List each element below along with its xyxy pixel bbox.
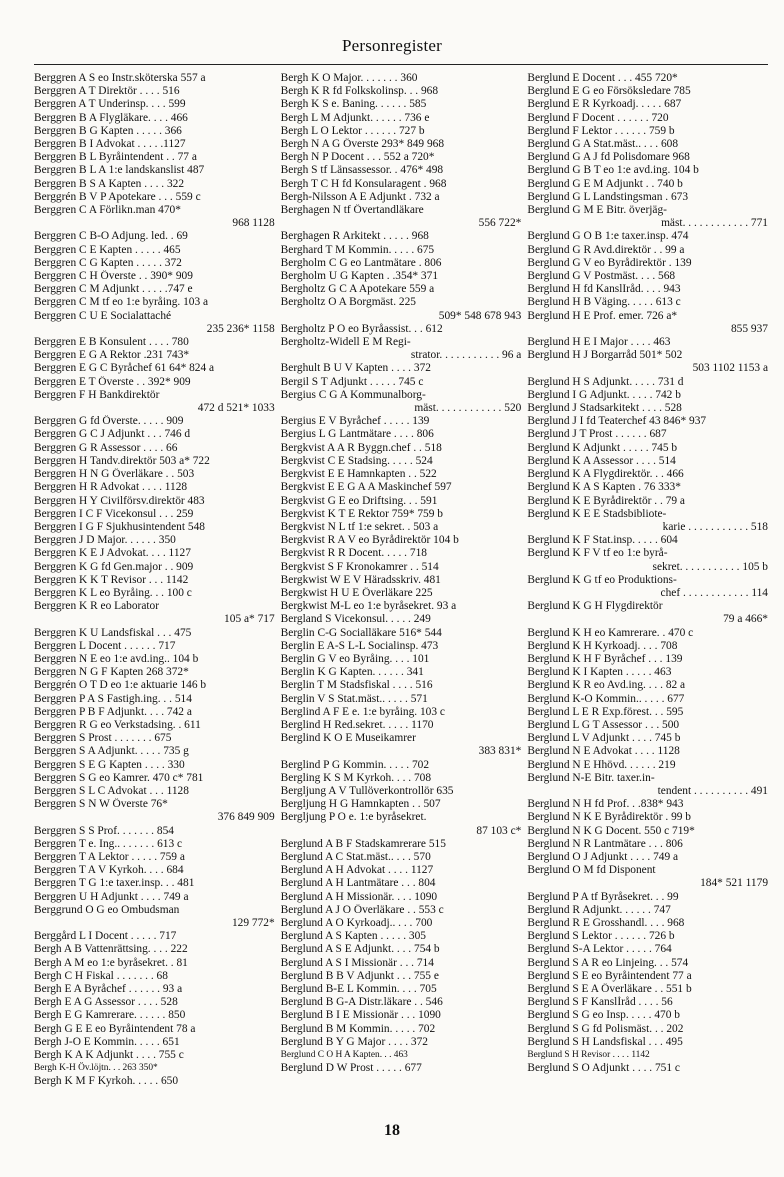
register-entry: Bergkvist R R Docent. . . . . 718 [280,547,427,560]
register-entry: Bergh J-O E Kommin. . . . . 651 [34,1035,180,1048]
register-entry: Bergh E G Kamrerare. . . . . . 850 [34,1009,186,1022]
register-entry: Berggren J D Major. . . . . . 350 [34,534,176,547]
register-entry: 503 1102 1153 a [692,362,769,375]
register-entry: Berglund K-O Kommin.. . . . . 677 [527,692,685,705]
register-entry: Berggren K G fd Gen.major . . 909 [34,560,194,573]
register-entry: Bergkvist E E G A A Maskinchef 597 [280,481,452,494]
register-entry: Berglund A J O Överläkare . . 553 c [280,903,444,916]
register-column-middle [281,72,522,1102]
register-entry: Berglund A S E Adjunkt. . . . 754 b [280,943,440,956]
header-rule [34,64,768,65]
register-entry: Berggren C H Överste . . 390* 909 [34,270,193,283]
register-entry: Bergh A M eo 1:e byråsekret. . 81 [34,956,188,969]
register-entry: Berglund H fd KanslIråd. . . . 943 [527,283,681,296]
register-entry: Berglund G R Avd.direktör . . 99 a [527,243,685,256]
register-entry: Berglund K R eo Avd.ing. . . . 82 a [527,679,686,692]
register-entry: Berggren N G F Kapten 268 372* [34,666,189,679]
register-entry: Bergh-Nilsson A E Adjunkt . 732 a [280,190,440,203]
register-entry: Bergholtz-Widell E M Regi- [280,336,411,349]
register-entry: Berglund N-E Bitr. taxer.in- [527,771,655,784]
register-entry: Bergkvist R A V eo Byrådirektör 104 b [280,534,459,547]
register-entry: Berghagen R Arkitekt . . . . . 968 [280,230,429,243]
register-entry: Bergkwist W E V Häradsskriv. 481 [280,573,441,586]
register-entry: Bergh K A K Adjunkt . . . . 755 c [34,1049,184,1062]
register-entry: Berggren F H Bankdirektör [34,388,160,401]
register-entry: Bergholtz G C A Apotekare 559 a [280,283,435,296]
register-entry: Bergkvist A A R Byggn.chef . . 518 [280,441,442,454]
register-entry: Berghult B U V Kapten . . . . 372 [280,362,431,375]
register-entry: Berggren T A Lektor . . . . . 759 a [34,850,185,863]
register-entry: Berglund I G Adjunkt. . . . . 742 b [527,388,681,401]
register-entry: Berggrén B V P Apotekare . . . 559 c [34,190,201,203]
register-entry: Berglund H S Adjunkt. . . . . 731 d [527,375,684,388]
register-entry: Berggren E T Överste . . 392* 909 [34,375,191,388]
register-entry: Berggren K K T Revisor . . . 1142 [34,573,189,586]
register-entry: Bergius C G A Kommunalborg- [280,388,426,401]
register-entry: Berggren T G 1:e taxer.insp. . . 481 [34,877,195,890]
register-entry: Berggren C E Kapten . . . . . 465 [34,243,181,256]
page-number: 18 [384,1122,400,1139]
register-entry: 968 1128 [232,217,275,230]
register-entry: Berglund F Lektor . . . . . . 759 b [527,124,675,137]
register-entry: Berggren B G Kapten . . . . . 366 [34,124,182,137]
register-entry: tendent . . . . . . . . . . 491 [657,784,769,797]
register-entry: Berglund E G eo Försöksledare 785 [527,85,691,98]
register-entry: Berggren I C F Vicekonsul . . . 259 [34,507,194,520]
register-entry: Berggren E G C Byråchef 61 64* 824 a [34,362,215,375]
register-entry: Berglund K E E Stadsbibliote- [527,507,667,520]
register-entry: Berglund G M E Bitr. överjäg- [527,204,667,217]
register-entry: Berggren S E G Kapten . . . . 330 [34,758,185,771]
register-entry: Berglund K H Kyrkoadj. . . . 708 [527,639,678,652]
register-entry: Bergh A B Vattenrättsing. . . . 222 [34,943,188,956]
register-entry: chef . . . . . . . . . . . . 114 [660,586,769,599]
register-entry: Berggren B L Byråintendent . . 77 a [34,151,197,164]
register-entry: 556 722* [478,217,522,230]
register-entry: 184* 521 1179 [700,877,769,890]
register-entry: Berggren C M Adjunkt . . . . .747 e [34,283,193,296]
register-entry: Berglin V S Stat.mäst.. . . . . 571 [280,692,428,705]
register-entry: Berglund N H fd Prof. . .838* 943 [527,798,684,811]
register-entry: Bergh T C H fd Konsularagent . 968 [280,177,447,190]
register-entry: Berglund N K G Docent. 550 c 719* [527,824,695,837]
register-entry: Berglind K O E Museikamrer [280,732,416,745]
register-entry: Bergh K O Major. . . . . . . 360 [280,72,418,84]
register-entry: Berggren K L eo Byråing. . . 100 c [34,586,192,599]
register-entry: Berggren B A Flygläkare. . . . 466 [34,111,188,124]
register-entry: Berggren K E J Advokat. . . . 1127 [34,547,191,560]
register-entry: Berglund S E eo Byråintendent 77 a [527,969,692,982]
register-entry: Bergljung H G Hamnkapten . . 507 [280,798,441,811]
register-entry: Berglund S F Kanslİråd . . . . 56 [527,996,673,1009]
register-entry: Berglund H J Borgarråd 501* 502 [527,349,683,362]
register-entry: 509* 548 678 943 [438,309,522,322]
register-entry: Berghard T M Kommin. . . . . 675 [280,243,435,256]
register-entry: Berglind H Red.sekret. . . . . 1170 [280,718,434,731]
register-entry: Bergljung P O e. 1:e byråsekret. [280,811,427,824]
register-entry: Bergling K S M Kyrkoh. . . . 708 [280,771,432,784]
register-entry: Berglund S-A Lektor . . . . . 764 [527,943,672,956]
register-entry: Berglund A O Kyrkoadj.. . . . 700 [280,917,433,929]
register-entry: Berglund G V Postmäst. . . . 568 [527,270,676,283]
register-entry: Bergljung A V Tullöverkontrollör 635 [280,784,454,797]
register-entry: Bergkvist K T E Rektor 759* 759 b [280,507,443,520]
register-entry: 79 a 466* [723,613,769,626]
register-entry: Bergh L M Adjunkt. . . . . . 736 e [280,111,430,124]
register-entry: Berggren K U Landsfiskal . . . 475 [34,626,192,639]
register-entry: Berglin G V eo Byråing. . . . 101 [280,652,430,665]
register-entry: Berglind P G Kommin. . . . . 702 [280,758,430,771]
register-entry: Berglund K H F Byråchef . . . 139 [527,652,683,665]
register-entry: Berglund S Lektor . . . . . . 726 b [527,930,675,943]
register-entry: Bergh S tf Länsassessor. . 476* 498 [280,164,444,177]
register-entry: 235 236* 1158 [206,322,275,335]
register-entry: Berglund K A Assessor . . . . 514 [527,454,676,467]
register-entry: Bergkwist H U E Överläkare 225 [280,586,433,599]
register-entry: 376 849 909 [217,811,275,824]
register-entry: Berglund G A Stat.mäst.. . . . 608 [527,138,679,151]
register-entry: Berggren S A Adjunkt. . . . . 735 g [34,745,189,758]
register-entry: Berglund P A tf Byråsekret. . . 99 [527,890,679,903]
register-entry: Berglund J T Prost . . . . . . 687 [527,428,667,441]
register-entry: Berglin E A-S L-L Socialinsp. 473 [280,639,439,652]
register-entry: Berggren S Prost . . . . . . . 675 [34,732,172,745]
register-entry: Berglund O M fd Disponent [527,864,656,877]
register-entry: Berggård L I Docent . . . . . 717 [34,930,177,943]
register-entry: Bergholm U G Kapten . .354* 371 [280,270,439,283]
register-entry: Berggren H R Advokat . . . . 1128 [34,481,188,494]
register-entry: mäst. . . . . . . . . . . . 520 [414,402,522,415]
register-entry: 105 a* 717 [224,613,275,626]
register-entry: Berggren T A V Kyrkoh. . . . 684 [34,864,184,877]
register-entry: Berglund B I E Missionär . . . 1090 [280,1009,441,1022]
register-entry: Berglund E Docent . . . 455 720* [527,72,678,84]
register-entry: Berglund H E Prof. emer. 726 a* [527,309,678,322]
register-entry: Berglund R Adjunkt. . . . . . 747 [527,903,671,916]
register-entry: 855 937 [730,322,769,335]
register-entry: Berglin K G Kapten. . . . . . 341 [280,666,424,679]
register-entry: Berglund G V eo Byrådirektör . 139 [527,256,692,269]
register-entry: Berglund J I fd Teaterchef 43 846* 937 [527,415,707,428]
register-entry: Berglund B M Kommin. . . . . 702 [280,1022,436,1035]
register-entry: Berglund A S I Missionär . . . 714 [280,956,434,969]
register-entry: karie . . . . . . . . . . . 518 [662,520,769,533]
register-entry: Berggren S S Prof. . . . . . . 854 [34,824,174,837]
register-entry: Berggren P B F Adjunkt. . . . 742 a [34,705,192,718]
register-entry: Berglind A F E e. 1:e byråing. 103 c [280,705,445,718]
register-entry: Berglund H E I Major . . . . 463 [527,336,671,349]
register-entry: Berglund A B F Stadskamrerare 515 [280,837,446,850]
register-entry: Bergil S T Adjunkt . . . . . 745 c [280,375,424,388]
register-entry: Bergius E V Byråchef . . . . . 139 [280,415,430,428]
register-entry: Berglund K I Kapten . . . . . 463 [527,666,672,679]
register-entry: Berggren E B Konsulent . . . . 780 [34,336,189,349]
register-entry: Berggren K R eo Laborator [34,600,160,613]
register-entry: Berglund G E M Adjunkt . . 740 b [527,177,683,190]
register-entry: Berggren S L C Advokat . . . 1128 [34,784,189,797]
register-entry: Bergh K R fd Folkskolinsp. . . 968 [280,85,439,98]
register-entry: Berglund S G eo Insp. . . . . 470 b [527,1009,680,1022]
register-entry: Berggren A T Underinsp. . . . 599 [34,98,186,111]
register-entry: Bergkvist E E Hamnkapten . . 522 [280,468,437,481]
register-entry: Berglund N K E Byrådirektör . 99 b [527,811,692,824]
register-entry: Berglund K F Stat.insp. . . . . 604 [527,534,678,547]
register-entry: Berglund A C Stat.mäst.. . . . 570 [280,850,431,863]
register-entry: Berglund N R Lantmätare . . . 806 [527,837,683,850]
register-entry: Berglund K E Byrådirektör . . 79 a [527,494,685,507]
register-entry: Berglund D W Prost . . . . . 677 [280,1062,422,1075]
register-entry: Berglund A H Advokat . . . . 1127 [280,864,434,877]
register-entry: Berglund J Stadsarkitekt . . . . 528 [527,402,682,415]
register-entry: Berggren H Tandv.direktör 503 a* 722 [34,454,210,467]
register-entry: Berggren B I Advokat . . . . .1127 [34,138,186,151]
register-entry: Bergh K S e. Baning. . . . . . 585 [280,98,427,111]
register-entry: Bergh K-H Öv.löjtn. . . 263 350* [34,1063,158,1074]
register-entry: Berglund K H eo Kamrerare. . 470 c [527,626,694,639]
register-entry: Berglund G O B 1:e taxer.insp. 474 [527,230,689,243]
register-columns [34,72,768,1102]
register-entry: Bergh E A G Assessor . . . . 528 [34,996,178,1009]
register-column-left [34,72,275,1102]
register-entry: Berglund R E Grosshandl. . . . 968 [527,917,685,929]
register-entry: Berglin C-G Socialläkare 516* 544 [280,626,442,639]
register-entry: Berggren U H Adjunkt . . . . 749 a [34,890,189,903]
register-entry: Berglin T M Stadsfiskal . . . . 516 [280,679,433,692]
register-entry: Berglund A S Kapten . . . . . 305 [280,930,427,943]
register-entry: 383 831* [478,745,522,758]
register-entry: Bergkvist N L tf 1:e sekret. . 503 a [280,520,439,533]
register-entry: Bergh N P Docent . . . 552 a 720* [280,151,435,164]
register-entry: Berglund C O H A Kapten. . . 463 [280,1050,408,1061]
register-entry: sekret. . . . . . . . . . . 105 b [652,560,769,573]
register-entry: mäst. . . . . . . . . . . . 771 [661,217,769,230]
register-entry: 87 103 c* [476,824,522,837]
register-entry: Berggren R G eo Verkstadsing. . 611 [34,718,201,731]
register-entry: Berglund S E A Överläkare . . 551 b [527,983,692,996]
register-entry: Berglund K Adjunkt . . . . . 745 b [527,441,678,454]
register-entry: Berglund O J Adjunkt . . . . 749 a [527,850,679,863]
register-entry: Berglund A H Missionär. . . . 1090 [280,890,438,903]
register-entry: Berghagen N tf Övertandläkare [280,204,424,217]
register-entry: Berglund S O Adjunkt . . . . 751 c [527,1062,680,1075]
register-entry: Berggren C A Förlikn.man 470* [34,204,181,217]
register-entry: Bergkvist S F Kronokamrer . . 514 [280,560,439,573]
register-entry: Bergh E A Byråchef . . . . . . 93 a [34,983,183,996]
register-entry: Bergkvist C E Stadsing. . . . . 524 [280,454,433,467]
register-entry: 472 d 521* 1033 [197,402,275,415]
register-entry: strator. . . . . . . . . . . 96 a [410,349,522,362]
register-entry: Berglund A H Lantmätare . . . 804 [280,877,436,890]
register-entry: Bergkvist G E eo Driftsing. . . 591 [280,494,438,507]
register-entry: Berglund B G-A Distr.läkare . . 546 [280,996,443,1009]
register-entry: Berglund S G fd Polismäst. . . 202 [527,1022,684,1035]
register-entry: Berglund B B V Adjunkt . . . 755 e [280,969,439,982]
register-entry: Berglund L V Adjunkt . . . . 745 b [527,732,681,745]
register-entry: Berglund G A J fd Polisdomare 968 [527,151,690,164]
register-entry: Bergh L O Lektor . . . . . . 727 b [280,124,425,137]
register-entry: Berggren G fd Överste. . . . . 909 [34,415,184,428]
register-entry: Berglund S H Landsfiskal . . . 495 [527,1035,683,1048]
register-entry: Berggren A T Direktör . . . . 516 [34,85,180,98]
register-entry: 129 772* [231,917,275,929]
register-entry: Berggren G R Assessor . . . . 66 [34,441,178,454]
register-entry: Berggren P A S Fastigh.ing. . . 514 [34,692,192,705]
register-entry: Berggren N E eo 1:e avd.ing.. 104 b [34,652,199,665]
page-title: Personregister [341,36,443,55]
register-entry: Berglund G L Landstingsman . 673 [527,190,689,203]
register-entry: Berggren G C J Adjunkt . . . 746 d [34,428,191,441]
register-entry: Bergkwist M-L eo 1:e byråsekret. 93 a [280,600,457,613]
register-entry: Berglund K A Flygdirektör. . . 466 [527,468,684,481]
register-entry: Berggren H Y Civilförsv.direktör 483 [34,494,205,507]
register-entry: Bergh N A G Överste 293* 849 968 [280,138,445,151]
register-entry: Berglund K G tf eo Produktions- [527,573,677,586]
register-entry: Bergholm C G eo Lantmätare . 806 [280,256,442,269]
register-entry: Bergh K M F Kyrkoh. . . . . 650 [34,1075,179,1088]
register-entry: Berglund K F V tf eo 1:e byrå- [527,547,668,560]
register-entry: Berggren I G F Sjukhusintendent 548 [34,520,205,533]
register-entry: Berggren S N W Överste 76* [34,798,168,811]
register-entry: Berglund G B T eo 1:e avd.ing. 104 b [527,164,699,177]
register-entry: Berggren L Docent . . . . . . 717 [34,639,176,652]
register-entry: Berggren C B-O Adjung. led. . 69 [34,230,188,243]
register-entry: Bergland S Vicekonsul. . . . . 249 [280,613,431,626]
register-entry: Berggren A S eo Instr.sköterska 557 a [34,72,206,84]
register-entry: Bergholtz P O eo Byråassist. . . 612 [280,322,443,335]
register-entry: Berggren H N G Överläkare . . 503 [34,468,195,481]
register-entry: Berggrund O G eo Ombudsman [34,903,180,916]
register-column-right [527,72,768,1102]
register-entry: Berglund S A R eo Linjeing. . . 574 [527,956,689,969]
register-entry: Berglund H B Väging. . . . . 613 c [527,296,681,309]
register-entry: Berggren C U E Socialattaché [34,309,172,322]
register-entry: Berglund L G T Assessor . . . 500 [527,718,680,731]
register-entry: Berglund E R Kyrkoadj. . . . . 687 [527,98,682,111]
register-entry: Berglund B Y G Major . . . . 372 [280,1035,429,1048]
register-entry: Berggrén O T D eo 1:e aktuarie 146 b [34,679,207,692]
register-entry: Berglund B-E L Kommin. . . . 705 [280,983,437,996]
register-entry: Berglund F Docent . . . . . . 720 [527,111,669,124]
register-entry: Berggren B S A Kapten . . . . 322 [34,177,185,190]
register-entry: Berggren C M tf eo 1:e byråing. 103 a [34,296,209,309]
register-entry: Bergh G E E eo Byråintendent 78 a [34,1022,196,1035]
register-entry: Berglund K G H Flygdirektör [527,600,663,613]
register-entry: Berggren E G A Rektor .231 743* [34,349,190,362]
register-entry: Berglund L E R Exp.förest. . . 595 [527,705,684,718]
register-entry: Bergh C H Fiskal . . . . . . . 68 [34,969,168,982]
register-entry: Berggren S G eo Kamrer. 470 c* 781 [34,771,204,784]
register-entry: Berglund N E Advokat . . . . 1128 [527,745,680,758]
register-entry: Bergius L G Lantmätare . . . . 806 [280,428,434,441]
register-entry: Berggren T e. Ing.. . . . . . . 613 c [34,837,183,850]
register-entry: Berggren C G Kapten . . . . . 372 [34,256,182,269]
register-entry: Bergholtz O A Borgmäst. 225 [280,296,416,309]
register-entry: Berglund N E Hhövd. . . . . . 219 [527,758,676,771]
register-entry: Berglund K A S Kapten . 76 333* [527,481,681,494]
register-entry: Berglund S H Revisor . . . . 1142 [527,1050,650,1061]
register-entry: Berggren B L A 1:e landskanslist 487 [34,164,205,177]
